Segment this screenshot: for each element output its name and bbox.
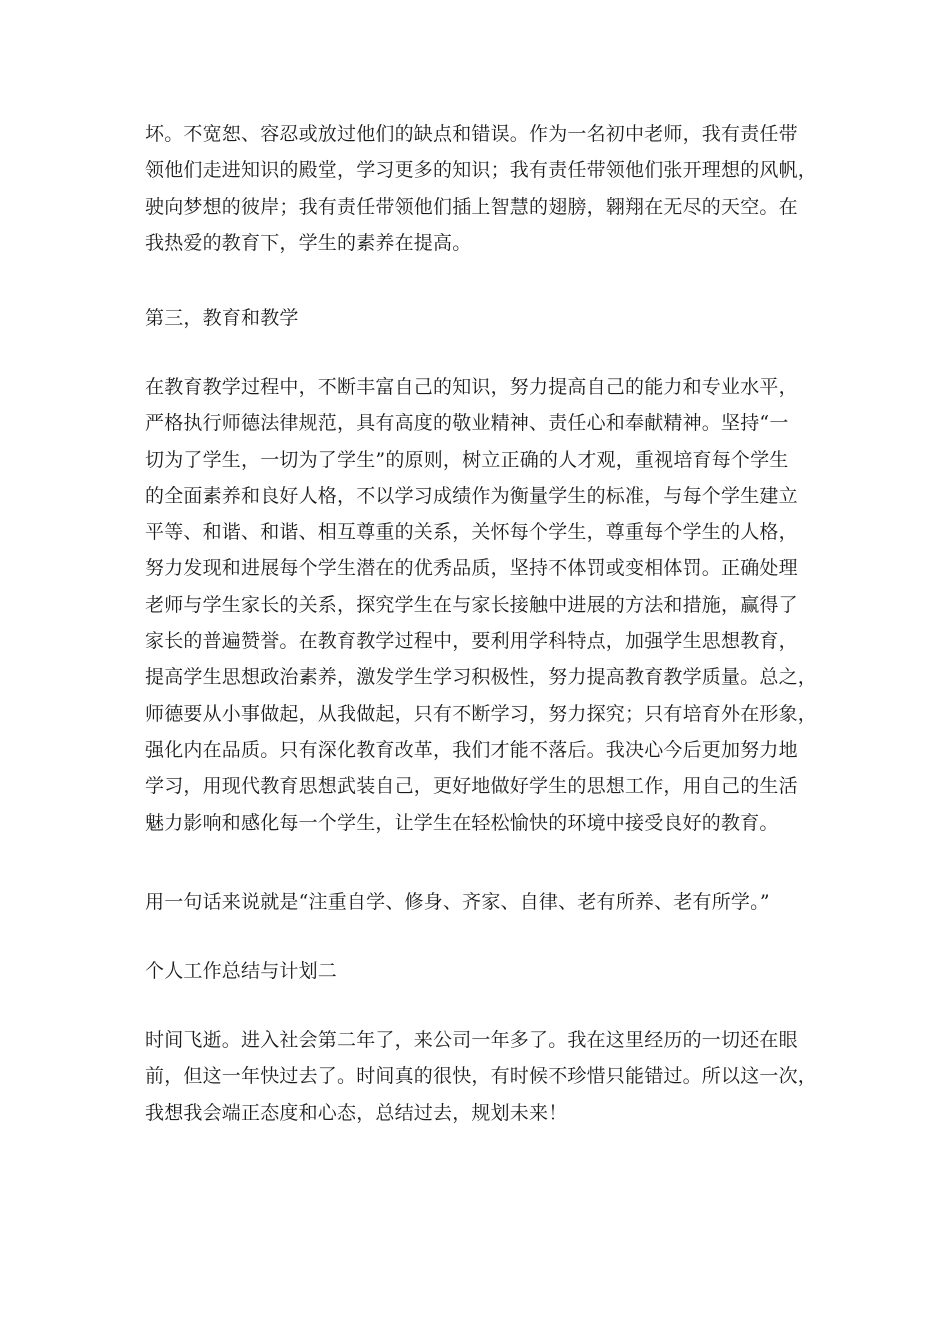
text-line: 学习，用现代教育思想武装自己，更好地做好学生的思想工作，用自己的生活 [145, 775, 798, 798]
text-line: 魅力影响和感化每一个学生，让学生在轻松愉快的环境中接受良好的教育。 [145, 811, 779, 834]
text-line: 我想我会端正态度和心态，总结过去，规划未来！ [145, 1101, 568, 1124]
text-line: 平等、和谐、和谐、相互尊重的关系，关怀每个学生，尊重每个学生的人格， [145, 521, 798, 544]
paragraph-teaching [145, 369, 825, 841]
text-line: 努力发现和进展每个学生潜在的优秀品质，坚持不体罚或变相体罚。正确处理 [145, 557, 798, 580]
text-line: 时间飞逝。进入社会第二年了，来公司一年多了。我在这里经历的一切还在眼 [145, 1029, 798, 1051]
text-line: 严格执行师德法律规范，具有高度的敬业精神、责任心和奉献精神。坚持“一 [145, 412, 789, 435]
section-heading-third [145, 300, 825, 336]
text-line: 切为了学生，一切为了学生”的原则，树立正确的人才观，重视培育每个学生 [145, 448, 789, 471]
paragraph-summary-sentence [145, 884, 825, 920]
paragraph-time-flies [145, 1022, 825, 1131]
text-line: 前，但这一年快过去了。时间真的很快，有时候不珍惜只能错过。所以这一次， [145, 1065, 818, 1088]
text-line: 在教育教学过程中，不断丰富自己的知识，努力提高自己的能力和专业水平， [145, 376, 798, 398]
text-line: 的全面素养和良好人格，不以学习成绩作为衡量学生的标准，与每个学生建立 [145, 484, 798, 507]
text-line: 强化内在品质。只有深化教育改革，我们才能不落后。我决心今后更加努力地 [145, 738, 798, 761]
text-line: 坏。不宽恕、容忍或放过他们的缺点和错误。作为一名初中老师，我有责任带 [145, 123, 798, 145]
heading-text: 第三，教育和教学 [145, 307, 299, 329]
paragraph-responsibility [145, 116, 825, 261]
text-line: 驶向梦想的彼岸；我有责任带领他们插上智慧的翅膀，翱翔在无尽的天空。在 [145, 195, 798, 218]
section-heading-plan-two [145, 953, 825, 989]
text-line: 我热爱的教育下，学生的素养在提高。 [145, 231, 472, 254]
text-line: 老师与学生家长的关系，探究学生在与家长接触中进展的方法和措施，赢得了 [145, 593, 798, 616]
text-line: 用一句话来说就是“注重自学、修身、齐家、自律、老有所养、老有所学。” [145, 891, 770, 913]
text-line: 家长的普遍赞誉。在教育教学过程中，要利用学科特点，加强学生思想教育， [145, 630, 798, 653]
text-line: 提高学生思想政治素养，激发学生学习积极性，努力提高教育教学质量。总之， [145, 666, 818, 689]
text-line: 领他们走进知识的殿堂，学习更多的知识；我有责任带领他们张开理想的风帆， [145, 159, 818, 182]
text-line: 师德要从小事做起，从我做起，只有不断学习，努力探究；只有培育外在形象， [145, 702, 818, 725]
heading-text: 个人工作总结与计划二 [145, 960, 338, 982]
